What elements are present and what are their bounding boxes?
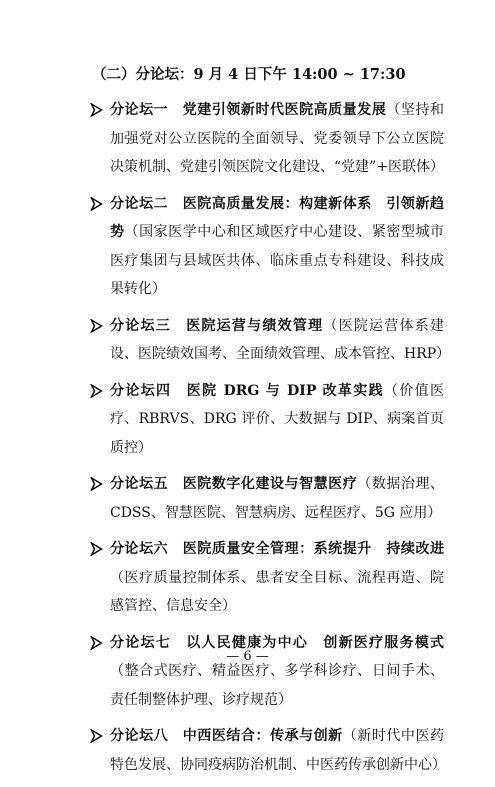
forum-description: （整合式医疗、精益医疗、多学科诊疗、日间手术、责任制整体护理、诊疗规范） <box>110 663 444 708</box>
forum-item <box>88 470 444 527</box>
forum-description: （数据治理、CDSS、智慧医院、智慧病房、远程医疗、5G 应用） <box>110 476 445 521</box>
arrow-right-icon <box>88 470 104 498</box>
forum-title: 分论坛二 医院高质量发展：构建新体系 引领新趋势 <box>110 195 444 240</box>
page-number: — 6 — <box>226 649 269 664</box>
forum-item <box>88 190 444 304</box>
forum-description: （价值医疗、RBRVS、DRG 评价、大数据与 DIP、病案首页质控） <box>110 382 445 456</box>
forum-description: （医疗质量控制体系、患者安全目标、流程再造、院感管控、信息安全） <box>110 569 444 614</box>
forum-title: 分论坛四 医院 DRG 与 DIP 改革实践 <box>110 382 384 399</box>
forum-description: （坚持和加强党对公立医院的全面领导、党委领导下公立医院决策机制、党建引领医院文化建设、“党建”+医联体） <box>110 102 445 175</box>
arrow-right-icon <box>88 535 104 563</box>
arrow-right-icon <box>88 190 104 218</box>
arrow-right-icon <box>88 312 104 340</box>
arrow-right-icon <box>88 377 104 405</box>
forum-item <box>88 535 444 621</box>
forum-title: 分论坛六 医院质量安全管理：系统提升 持续改进 <box>110 541 444 557</box>
forum-item <box>88 722 444 779</box>
forum-title: 分论坛七 以人民健康为中心 创新医疗服务模式 <box>110 634 444 651</box>
forum-item <box>88 629 444 715</box>
forum-item <box>88 312 451 369</box>
forum-title: 分论坛八 中西医结合：传承与创新 <box>110 728 343 744</box>
arrow-right-icon <box>88 722 104 750</box>
forum-title: 分论坛三 医院运营与绩效管理 <box>110 317 324 334</box>
forum-item <box>88 377 444 463</box>
forum-description: （医院运营体系建设、医院绩效国考、全面绩效管理、成本管控、HRP） <box>110 317 451 362</box>
forum-title: 分论坛一 党建引领新时代医院高质量发展 <box>110 102 387 118</box>
arrow-right-icon <box>88 96 104 124</box>
section-heading: （二）分论坛：9 月 4 日下午 14:00 ~ 17:30 <box>92 66 406 83</box>
forum-item <box>88 96 444 182</box>
forum-description: （新时代中医药特色发展、协同疫病防治机制、中医药传承创新中心） <box>110 728 446 773</box>
forum-list <box>88 96 451 787</box>
forum-title: 分论坛五 医院数字化建设与智慧医疗 <box>110 476 358 492</box>
forum-description: （国家医学中心和区域医疗中心建设、紧密型城市医疗集团与县域医共体、临床重点专科建设、科技成果转化） <box>110 224 445 297</box>
